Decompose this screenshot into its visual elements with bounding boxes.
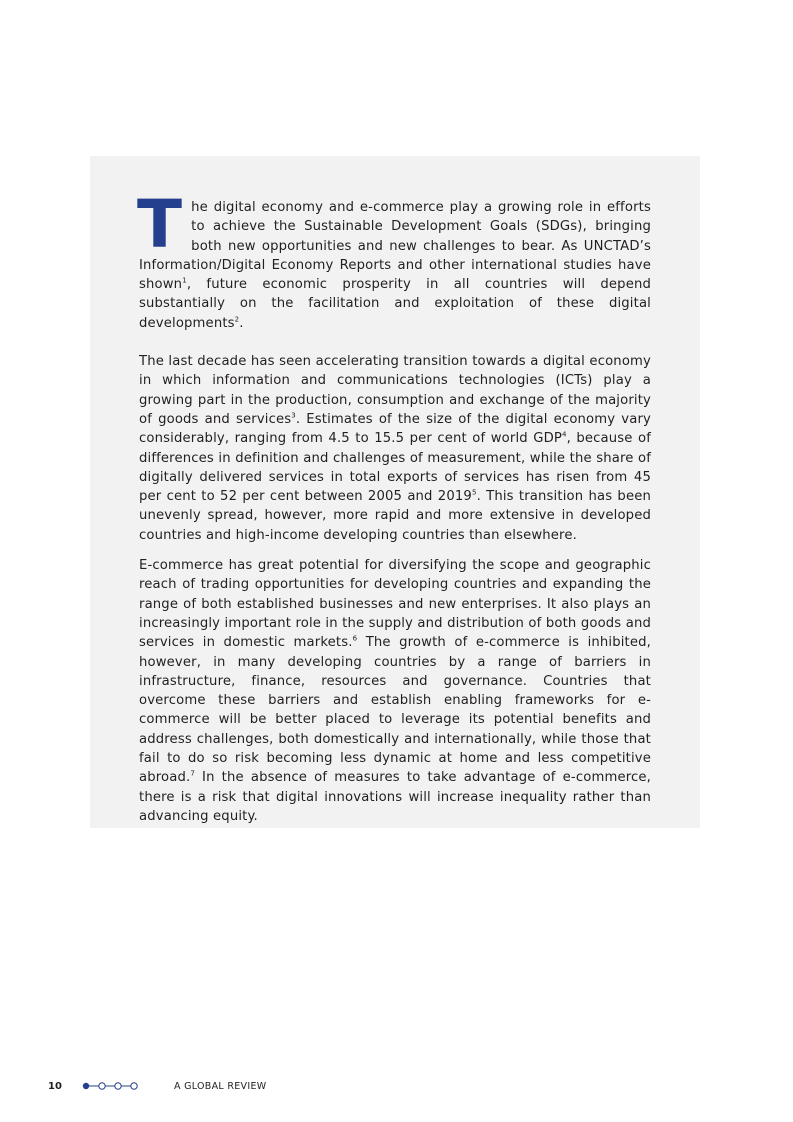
- footnote-ref[interactable]: 6: [352, 634, 358, 643]
- footnote-ref[interactable]: 1: [182, 276, 187, 285]
- paragraph-text: In the absence of measures to take advantage of e-commerce, there is a risk that digital innovations will increase inequality rather than advancing equity.: [139, 770, 651, 824]
- running-title: A GLOBAL REVIEW: [174, 1080, 267, 1092]
- paragraph-text: The growth of e-commerce is inhibited, however, in many developing countries by a range of barriers in infrastructure, finance, resources and governance. Countries that overcome these barriers and establish enabling frameworks for e-commerce will be better placed to leverage its potential benefits and address challenges, both domestically and internationally, while those that fail to do so risk becoming less dynamic at home and less competitive abroad.: [139, 635, 651, 786]
- progress-dot-empty: [115, 1083, 121, 1089]
- paragraph-text: he digital economy and e-commerce play a growing role in efforts to achieve the Sustainable Development Goals (SDGs), bringing both new opportunities and new challenges to bear. As UNCTAD’s Information/Digital Economy Reports and other international studies have shown: [139, 200, 651, 293]
- progress-dot-filled: [83, 1083, 89, 1089]
- paragraph-e-commerce: [139, 556, 651, 826]
- footnote-ref[interactable]: 3: [291, 411, 296, 420]
- footnote-ref[interactable]: 2: [234, 315, 240, 324]
- drop-cap: T: [137, 186, 183, 263]
- paragraph-text: E-commerce has great potential for diversifying the scope and geographic reach of trading opportunities for developing countries and expanding the range of both established businesses and new enterprises. It also plays an increasingly important role in the supply and distribution of both goods and services in domestic markets.: [139, 558, 651, 651]
- text-panel: [90, 156, 700, 828]
- paragraph-text: .: [239, 315, 244, 331]
- footnote-ref[interactable]: 7: [190, 769, 195, 778]
- paragraph-digital-economy: [139, 352, 651, 545]
- page-footer: [48, 1078, 266, 1094]
- paragraph-text: . Estimates of the size of the digital economy vary considerably, ranging from 4.5 to 15.5 per cent of world GDP: [139, 411, 651, 447]
- progress-dot-empty: [99, 1083, 105, 1089]
- article-body: [137, 186, 651, 826]
- paragraph-text: The last decade has seen accelerating transition towards a digital economy in which information and communications technologies (ICTs) play a growing part in the production, consumption and exchange of the majority of goods and services: [139, 354, 651, 427]
- paragraph-text: , future economic prosperity in all countries will depend substantially on the facilitation and exploitation of these digital developments: [139, 277, 651, 331]
- progress-dots-icon: [82, 1080, 174, 1092]
- paragraph-text: , because of differences in definition and challenges of measurement, while the share of digitally delivered services in total exports of services has risen from 45 per cent to 52 per cent between 2005 and 2019: [139, 431, 651, 505]
- paragraph-intro: [137, 186, 651, 333]
- footnote-ref[interactable]: 4: [561, 430, 567, 439]
- footnote-ref[interactable]: 5: [471, 488, 477, 497]
- progress-dot-empty: [131, 1083, 137, 1089]
- paragraph-text: . This transition has been unevenly spread, however, more rapid and more extensive in developed countries and high-income developing countries than elsewhere.: [139, 489, 651, 543]
- page-number: 10: [48, 1080, 62, 1092]
